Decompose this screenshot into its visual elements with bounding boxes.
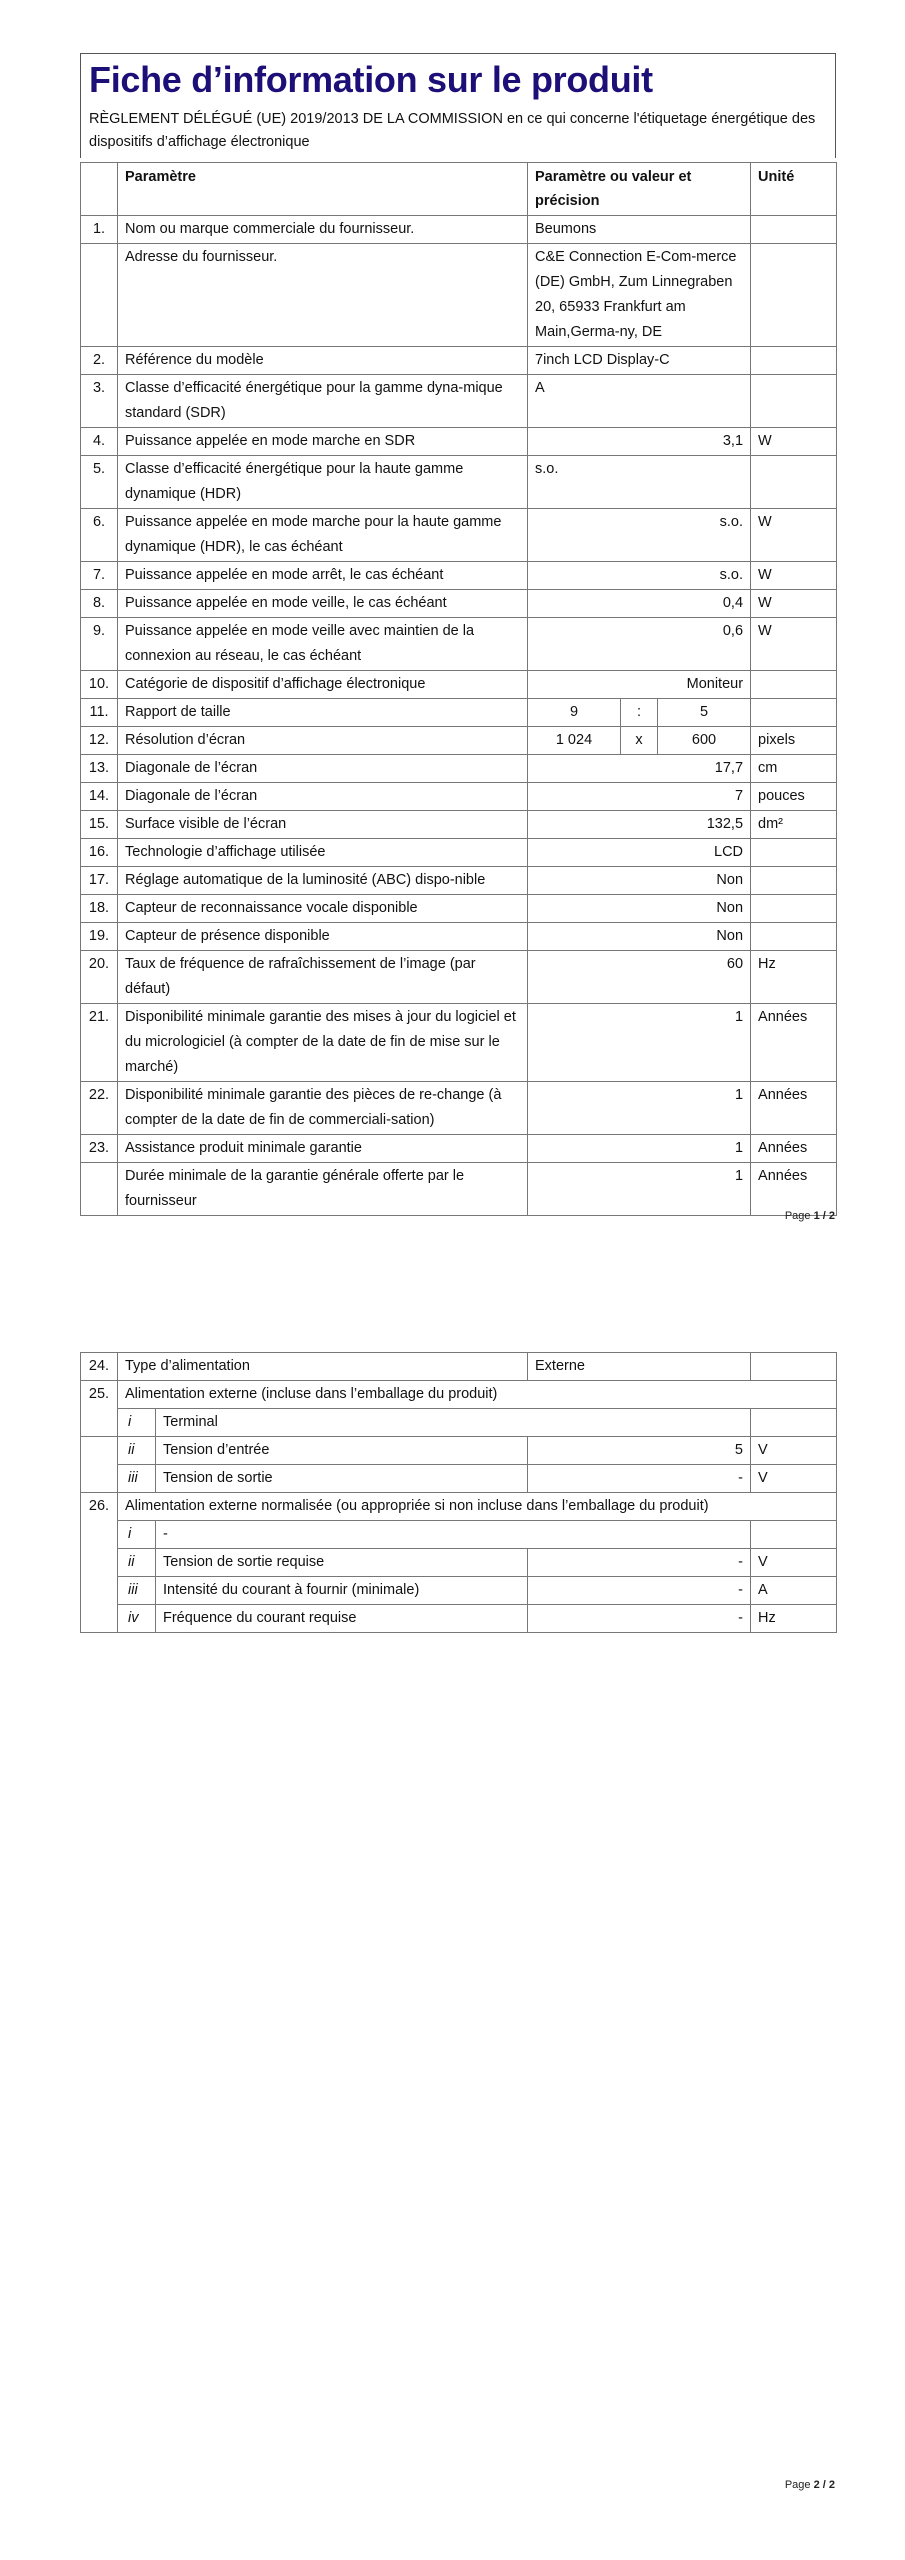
row-value: Non	[528, 923, 751, 951]
page-2	[0, 1280, 905, 2560]
sub-value: -	[528, 1549, 751, 1577]
row-number	[81, 1163, 118, 1216]
header-value: Paramètre ou valeur et précision	[528, 163, 751, 216]
row-number: 5.	[81, 456, 118, 509]
row-number-empty	[81, 1549, 118, 1577]
row-number	[81, 244, 118, 347]
row-parameter: Référence du modèle	[118, 347, 528, 375]
sub-unit	[751, 1409, 837, 1437]
row-unit	[751, 699, 837, 727]
row-value: 7	[528, 783, 751, 811]
row-parameter: Adresse du fournisseur.	[118, 244, 528, 347]
row-number: 17.	[81, 867, 118, 895]
row-value: 0,6	[528, 618, 751, 671]
section-heading-row	[81, 1493, 837, 1521]
row-number: 8.	[81, 590, 118, 618]
row-unit: W	[751, 509, 837, 562]
row-value: 1	[528, 1004, 751, 1082]
row-value: s.o.	[528, 509, 751, 562]
row-value: 1	[528, 1082, 751, 1135]
row-number: 26.	[81, 1493, 118, 1521]
sub-index: ii	[118, 1549, 156, 1577]
page-number	[785, 2479, 835, 2491]
sub-parameter: Terminal	[156, 1409, 751, 1437]
row-parameter: Nom ou marque commerciale du fournisseur.	[118, 216, 528, 244]
sub-parameter: Tension de sortie	[156, 1465, 528, 1493]
row-parameter: Puissance appelée en mode marche pour la haute gamme dynamique (HDR), le cas échéant	[118, 509, 528, 562]
section-heading-row	[81, 1381, 837, 1409]
table-row	[81, 1353, 837, 1381]
table-row	[81, 562, 837, 590]
row-value: 1	[528, 1163, 751, 1216]
page-count: 2 / 2	[813, 2479, 835, 2491]
row-value: 60	[528, 951, 751, 1004]
sub-index: iv	[118, 1605, 156, 1633]
row-number: 14.	[81, 783, 118, 811]
aspect-ratio-height: 5	[658, 699, 751, 727]
row-unit	[751, 456, 837, 509]
sub-row	[81, 1409, 837, 1437]
row-value: 132,5	[528, 811, 751, 839]
row-unit: W	[751, 590, 837, 618]
table-row	[81, 699, 837, 727]
resolution-separator: x	[621, 727, 658, 755]
row-unit: Années	[751, 1082, 837, 1135]
row-unit: dm²	[751, 811, 837, 839]
row-parameter: Diagonale de l’écran	[118, 783, 528, 811]
row-unit	[751, 216, 837, 244]
sub-value: -	[528, 1465, 751, 1493]
row-parameter: Réglage automatique de la luminosité (ABC) dispo-nible	[118, 867, 528, 895]
row-unit: Années	[751, 1163, 837, 1216]
sub-parameter: Fréquence du courant requise	[156, 1605, 528, 1633]
row-value: 7inch LCD Display-C	[528, 347, 751, 375]
row-parameter: Diagonale de l’écran	[118, 755, 528, 783]
page-number	[785, 1210, 835, 1222]
row-number: 24.	[81, 1353, 118, 1381]
row-number: 11.	[81, 699, 118, 727]
row-unit	[751, 923, 837, 951]
row-value: Non	[528, 867, 751, 895]
sub-row	[81, 1437, 837, 1465]
sub-index: iii	[118, 1465, 156, 1493]
page-label: Page	[784, 1210, 811, 1222]
sub-unit: V	[751, 1437, 837, 1465]
row-number: 6.	[81, 509, 118, 562]
table-row	[81, 1135, 837, 1163]
row-number-empty	[81, 1465, 118, 1493]
power-supply-table	[80, 1352, 837, 1633]
document-subtitle: RÈGLEMENT DÉLÉGUÉ (UE) 2019/2013 DE LA COMMISSION en ce qui concerne l'étiquetage énergétique des dispositifs d’affichage électronique	[89, 111, 816, 150]
table-row	[81, 456, 837, 509]
row-unit: Années	[751, 1004, 837, 1082]
document-title: Fiche d’information sur le produit	[89, 59, 653, 100]
row-unit	[751, 895, 837, 923]
table-row	[81, 590, 837, 618]
row-parameter: Puissance appelée en mode arrêt, le cas échéant	[118, 562, 528, 590]
row-number-empty	[81, 1521, 118, 1549]
row-number: 2.	[81, 347, 118, 375]
row-unit: W	[751, 618, 837, 671]
header-parameter: Paramètre	[118, 163, 528, 216]
sub-unit: V	[751, 1549, 837, 1577]
row-unit: cm	[751, 755, 837, 783]
table-row	[81, 244, 837, 347]
row-number-empty	[81, 1437, 118, 1465]
page-count: 1 / 2	[813, 1210, 835, 1222]
row-parameter: Type d’alimentation	[118, 1353, 528, 1381]
sub-value: -	[528, 1605, 751, 1633]
row-number: 23.	[81, 1135, 118, 1163]
aspect-ratio-separator: :	[621, 699, 658, 727]
table-row	[81, 755, 837, 783]
row-unit: W	[751, 428, 837, 456]
row-value: Beumons	[528, 216, 751, 244]
table-row	[81, 923, 837, 951]
row-number: 21.	[81, 1004, 118, 1082]
table-row	[81, 375, 837, 428]
sub-value: 5	[528, 1437, 751, 1465]
table-row	[81, 618, 837, 671]
table-row	[81, 727, 837, 755]
row-value: 3,1	[528, 428, 751, 456]
sub-row	[81, 1549, 837, 1577]
row-number: 12.	[81, 727, 118, 755]
table-row	[81, 347, 837, 375]
sub-index: ii	[118, 1437, 156, 1465]
row-number-empty	[81, 1605, 118, 1633]
row-value: LCD	[528, 839, 751, 867]
row-number: 22.	[81, 1082, 118, 1135]
row-number-empty	[81, 1409, 118, 1437]
row-parameter: Classe d’efficacité énergétique pour la haute gamme dynamique (HDR)	[118, 456, 528, 509]
sub-index: i	[118, 1409, 156, 1437]
sub-parameter: Tension d’entrée	[156, 1437, 528, 1465]
row-value: C&E Connection E-Com-merce (DE) GmbH, Zum Linnegraben 20, 65933 Frankfurt am Main,Germa-ny, DE	[528, 244, 751, 347]
row-unit: Hz	[751, 951, 837, 1004]
product-info-table	[80, 162, 837, 1216]
table-row	[81, 671, 837, 699]
row-number: 20.	[81, 951, 118, 1004]
sub-parameter: -	[156, 1521, 751, 1549]
row-number-empty	[81, 1577, 118, 1605]
row-unit	[751, 839, 837, 867]
table-row	[81, 783, 837, 811]
table-row	[81, 811, 837, 839]
table-header-row	[81, 163, 837, 216]
row-unit: Années	[751, 1135, 837, 1163]
sub-unit: A	[751, 1577, 837, 1605]
document-header	[80, 53, 836, 158]
table-row	[81, 839, 837, 867]
sub-parameter: Tension de sortie requise	[156, 1549, 528, 1577]
sub-parameter: Intensité du courant à fournir (minimale)	[156, 1577, 528, 1605]
row-unit	[751, 867, 837, 895]
sub-unit: V	[751, 1465, 837, 1493]
row-unit: pouces	[751, 783, 837, 811]
row-value: 0,4	[528, 590, 751, 618]
section-heading: Alimentation externe normalisée (ou appropriée si non incluse dans l’emballage du produit)	[118, 1493, 837, 1521]
header-num-cell	[81, 163, 118, 216]
row-value: Moniteur	[528, 671, 751, 699]
row-parameter: Taux de fréquence de rafraîchissement de l’image (par défaut)	[118, 951, 528, 1004]
sub-row	[81, 1605, 837, 1633]
row-parameter: Puissance appelée en mode veille avec maintien de la connexion au réseau, le cas échéant	[118, 618, 528, 671]
row-parameter: Durée minimale de la garantie générale offerte par le fournisseur	[118, 1163, 528, 1216]
row-parameter: Surface visible de l’écran	[118, 811, 528, 839]
row-parameter: Classe d’efficacité énergétique pour la gamme dyna-mique standard (SDR)	[118, 375, 528, 428]
page-label: Page	[784, 2479, 811, 2491]
row-number: 16.	[81, 839, 118, 867]
table-row	[81, 1082, 837, 1135]
row-value: s.o.	[528, 562, 751, 590]
row-unit: pixels	[751, 727, 837, 755]
row-unit	[751, 671, 837, 699]
row-parameter: Puissance appelée en mode veille, le cas échéant	[118, 590, 528, 618]
table-row	[81, 867, 837, 895]
row-unit	[751, 1353, 837, 1381]
row-number: 9.	[81, 618, 118, 671]
row-unit	[751, 347, 837, 375]
row-number: 19.	[81, 923, 118, 951]
row-value: Externe	[528, 1353, 751, 1381]
header-unit: Unité	[751, 163, 837, 216]
row-value: Non	[528, 895, 751, 923]
row-number: 10.	[81, 671, 118, 699]
row-unit	[751, 244, 837, 347]
row-number: 4.	[81, 428, 118, 456]
row-unit: W	[751, 562, 837, 590]
row-number: 1.	[81, 216, 118, 244]
sub-row	[81, 1465, 837, 1493]
section-heading: Alimentation externe (incluse dans l’emballage du produit)	[118, 1381, 837, 1409]
row-parameter: Assistance produit minimale garantie	[118, 1135, 528, 1163]
resolution-width: 1 024	[528, 727, 621, 755]
row-parameter: Catégorie de dispositif d’affichage électronique	[118, 671, 528, 699]
row-number: 18.	[81, 895, 118, 923]
row-parameter: Capteur de présence disponible	[118, 923, 528, 951]
row-value: A	[528, 375, 751, 428]
sub-index: i	[118, 1521, 156, 1549]
row-number: 25.	[81, 1381, 118, 1409]
row-value: s.o.	[528, 456, 751, 509]
table-row	[81, 951, 837, 1004]
sub-index: iii	[118, 1577, 156, 1605]
row-value: 17,7	[528, 755, 751, 783]
row-number: 3.	[81, 375, 118, 428]
sub-unit	[751, 1521, 837, 1549]
row-parameter: Résolution d’écran	[118, 727, 528, 755]
row-parameter: Capteur de reconnaissance vocale disponible	[118, 895, 528, 923]
table-row	[81, 895, 837, 923]
row-number: 7.	[81, 562, 118, 590]
row-parameter: Puissance appelée en mode marche en SDR	[118, 428, 528, 456]
table-row	[81, 216, 837, 244]
row-unit	[751, 375, 837, 428]
sub-unit: Hz	[751, 1605, 837, 1633]
aspect-ratio-width: 9	[528, 699, 621, 727]
resolution-height: 600	[658, 727, 751, 755]
table-row	[81, 509, 837, 562]
row-number: 13.	[81, 755, 118, 783]
table-row	[81, 1163, 837, 1216]
sub-row	[81, 1521, 837, 1549]
table-row	[81, 428, 837, 456]
table-row	[81, 1004, 837, 1082]
row-parameter: Disponibilité minimale garantie des mises à jour du logiciel et du micrologiciel (à compter de la date de fin de mise sur le marché)	[118, 1004, 528, 1082]
sub-value: -	[528, 1577, 751, 1605]
row-value: 1	[528, 1135, 751, 1163]
sub-row	[81, 1577, 837, 1605]
row-parameter: Disponibilité minimale garantie des pièces de re-change (à compter de la date de fin de commerciali-sation)	[118, 1082, 528, 1135]
row-parameter: Technologie d’affichage utilisée	[118, 839, 528, 867]
row-number: 15.	[81, 811, 118, 839]
row-parameter: Rapport de taille	[118, 699, 528, 727]
